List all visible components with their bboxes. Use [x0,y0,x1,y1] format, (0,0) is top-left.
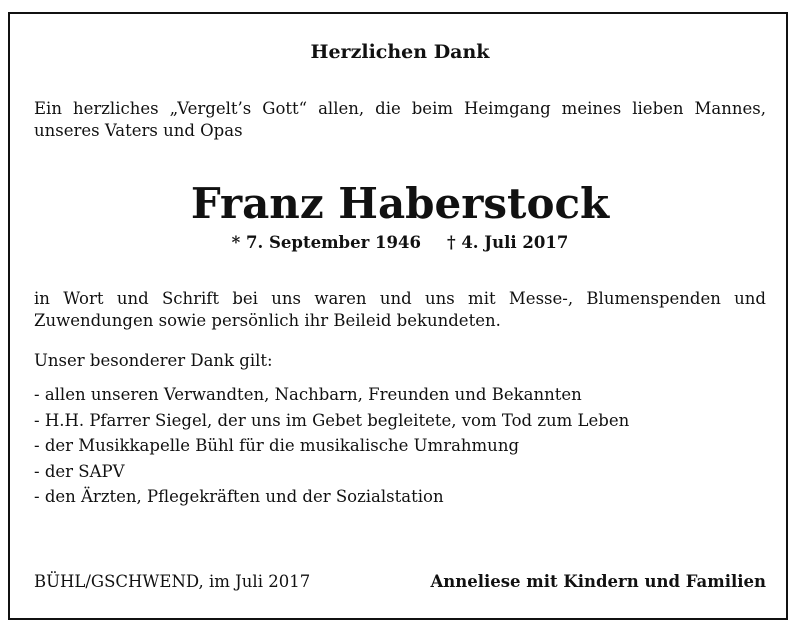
life-dates [0,232,800,254]
list-item: - den Ärzten, Pflegekräften und der Sozialstation [34,487,444,506]
death-date: † 4. Juli 2017 [446,233,569,252]
notice-heading: Herzlichen Dank [310,41,490,63]
list-item: - der SAPV [34,461,125,481]
place-date: BÜHL/GSCHWEND, im Juli 2017 [34,572,311,591]
thanks-list [34,382,629,510]
list-item: - allen unseren Verwandten, Nachbarn, Freunden und Bekannten [34,385,582,404]
list-item: - der Musikkapelle Bühl für die musikalische Umrahmung [34,436,520,455]
list-item: - H.H. Pfarrer Siegel, der uns im Gebet begleitete, vom Tod zum Leben [34,410,630,430]
signature: Anneliese mit Kindern und Familien [430,572,766,591]
body-paragraph: in Wort und Schrift bei uns waren und uns mit Messe-, Blumenspenden und Zuwendungen sowie persönlich ihr Beileid bekundeten. [34,289,766,330]
intro-paragraph: Ein herzliches „Vergelt’s Gott“ allen, die beim Heimgang meines lieben Mannes, unseres Vaters und Opas [34,99,766,140]
birth-date: * 7. September 1946 [231,233,421,252]
deceased-name: Franz Haberstock [190,179,610,228]
thanks-intro: Unser besonderer Dank gilt: [34,351,273,370]
